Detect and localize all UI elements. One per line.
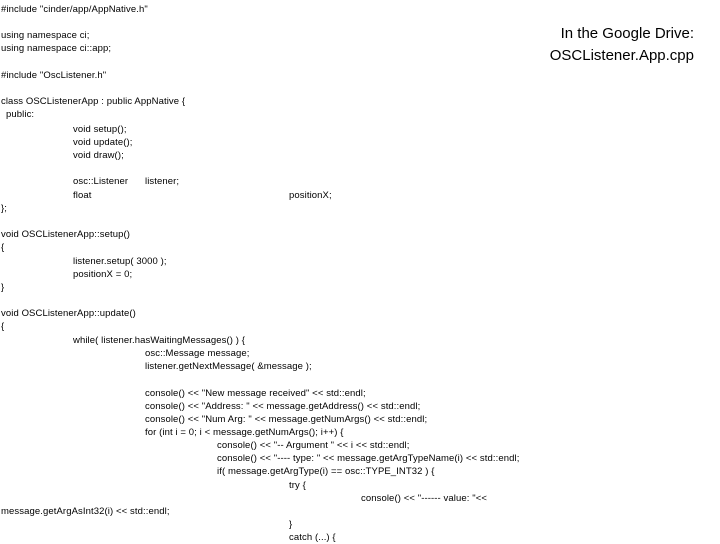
code-line: while( listener.hasWaitingMessages() ) { — [73, 335, 246, 346]
code-line: listener; — [145, 176, 180, 187]
code-line: } — [289, 519, 293, 530]
code-line: positionX; — [289, 190, 332, 201]
code-line: catch (...) { — [289, 532, 336, 543]
code-line: #include "OscListener.h" — [1, 70, 107, 81]
code-line: class OSCListenerApp : public AppNative { — [1, 96, 186, 107]
code-line: }; — [1, 203, 8, 214]
note-filename: OSCListener.App.cpp — [549, 47, 694, 64]
code-line: console() << "Address: " << message.getAddress() << std::endl; — [145, 401, 421, 412]
code-line: listener.setup( 3000 ); — [73, 256, 167, 267]
code-line: } — [1, 282, 5, 293]
code-line: console() << "------ value: "<< — [361, 493, 487, 504]
code-line: positionX = 0; — [73, 269, 133, 280]
google-drive-note — [550, 23, 694, 67]
code-line: { — [1, 242, 5, 253]
code-line: console() << "New message received" << std::endl; — [145, 388, 366, 399]
code-line: void setup(); — [73, 124, 127, 135]
code-line: console() << "-- Argument " << i << std::endl; — [217, 440, 410, 451]
code-line: void OSCListenerApp::update() — [1, 308, 136, 319]
code-line: using namespace ci; — [1, 30, 90, 41]
code-line: osc::Listener — [73, 176, 129, 187]
code-line: for (int i = 0; i < message.getNumArgs(); i++) { — [145, 427, 344, 438]
code-line: #include "cinder/app/AppNative.h" — [1, 4, 148, 15]
code-line: try { — [289, 480, 306, 491]
code-line: public: — [6, 109, 35, 120]
code-line: listener.getNextMessage( &message ); — [145, 361, 312, 372]
code-line: console() << "Num Arg: " << message.getNumArgs() << std::endl; — [145, 414, 428, 425]
code-line: float — [73, 190, 92, 201]
code-line: using namespace ci::app; — [1, 43, 112, 54]
code-line: { — [1, 321, 5, 332]
code-line: void update(); — [73, 137, 133, 148]
code-line: void OSCListenerApp::setup() — [1, 229, 130, 240]
code-line: void draw(); — [73, 150, 124, 161]
code-line: if( message.getArgType(i) == osc::TYPE_INT32 ) { — [217, 466, 435, 477]
code-line: console() << "---- type: " << message.getArgTypeName(i) << std::endl; — [217, 453, 520, 464]
note-line: In the Google Drive: — [560, 25, 694, 42]
code-line: osc::Message message; — [145, 348, 250, 359]
code-line: message.getArgAsInt32(i) << std::endl; — [1, 506, 170, 517]
